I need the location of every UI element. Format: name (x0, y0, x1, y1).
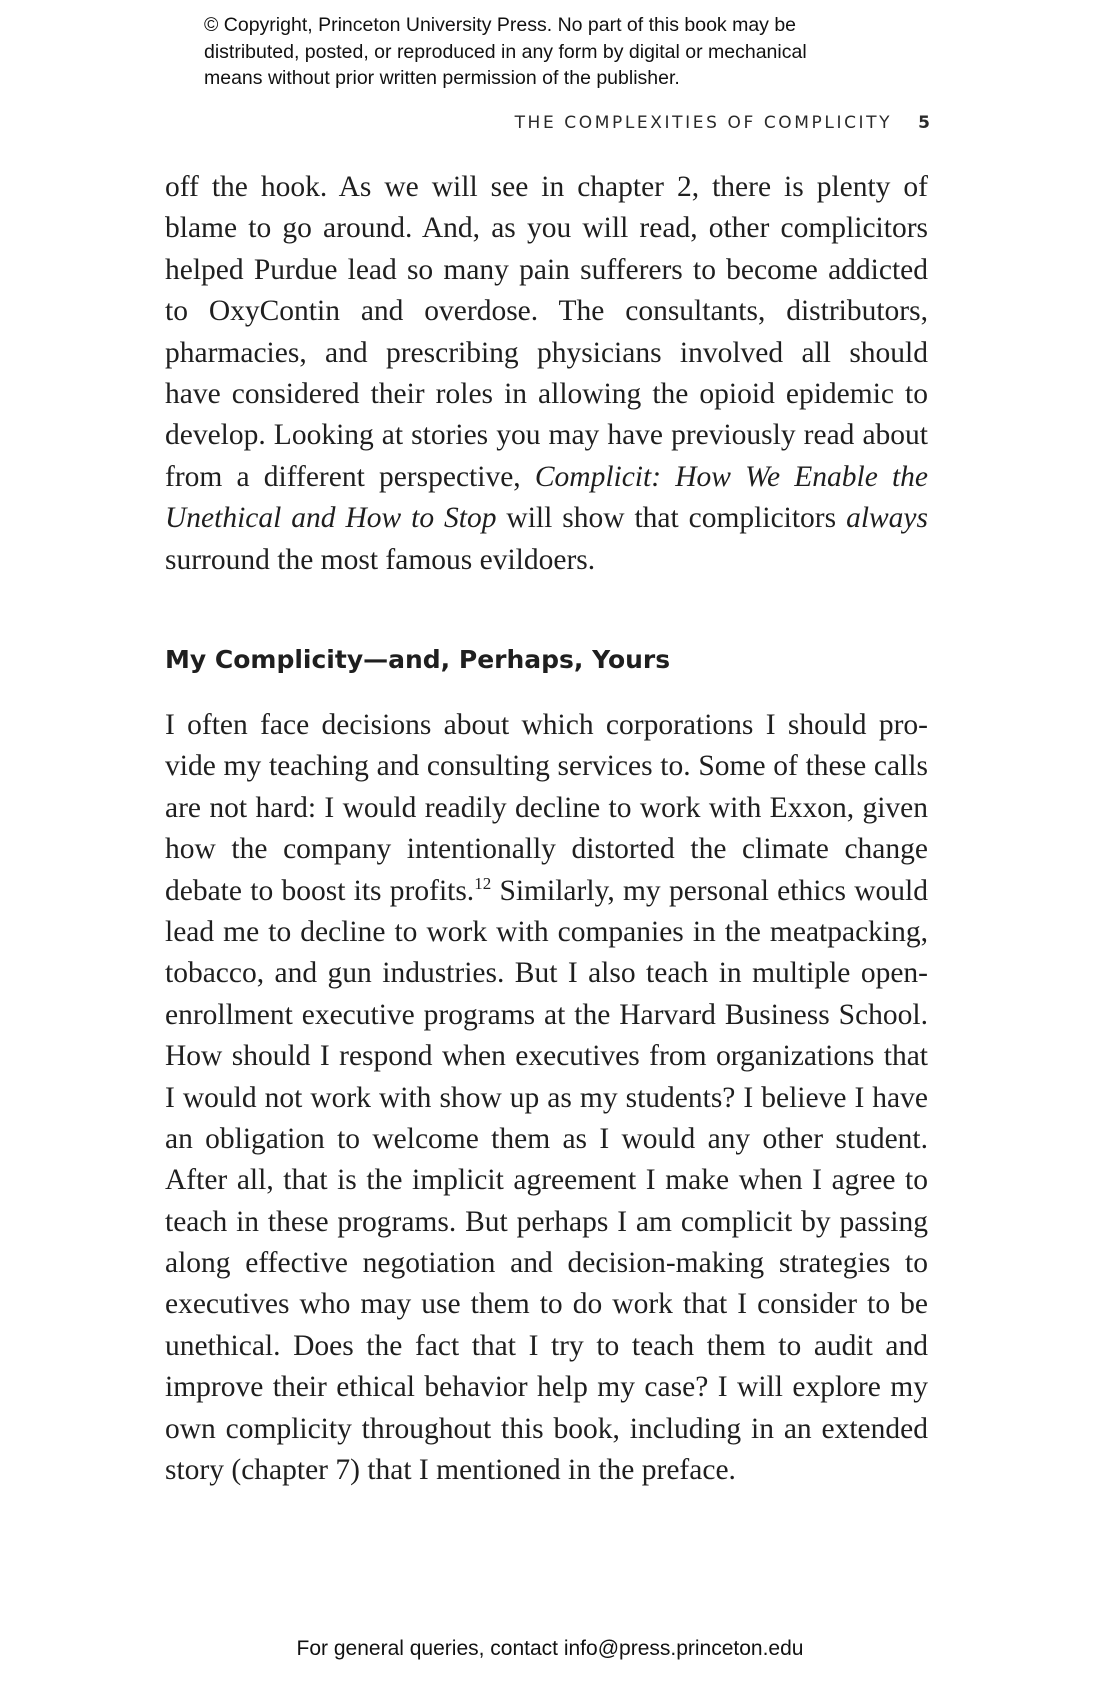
text-line: tobacco, and gun industries. But I also teach in multiple open- (165, 957, 928, 990)
text-line: have considered their roles in allowing the opioid epidemic to (165, 377, 928, 410)
text-line: After all, that is the implicit agreement I make when I agree to (165, 1164, 928, 1197)
text-line: develop. Looking at stories you may have previously read about (165, 419, 928, 452)
copyright-line: distributed, posted, or reproduced in any form by digital or mechanical (204, 40, 807, 63)
text-line: executives who may use them to do work that I consider to be (165, 1288, 928, 1321)
text-line (165, 457, 928, 498)
text-line: I often face decisions about which corporations I should pro- (165, 709, 928, 741)
copyright-line: means without prior written permission of the publisher. (204, 67, 680, 89)
text-line: improve their ethical behavior help my case? I will explore my (165, 1371, 928, 1404)
text-line: surround the most famous evildoers. (165, 543, 596, 576)
running-head-title: THE COMPLEXITIES OF COMPLICITY (514, 113, 893, 133)
text-line: I would not work with show up as my students? I believe I have (165, 1081, 928, 1114)
footer-contact: For general queries, contact info@press.princeton.edu (296, 1637, 804, 1660)
body-paragraph-2 (165, 705, 928, 1491)
emphasis-italic: always (846, 502, 929, 535)
text-line: unethical. Does the fact that I try to teach them to audit and (165, 1329, 928, 1362)
text-line: helped Purdue lead so many pain sufferers to become addicted (165, 253, 928, 286)
text-segment: from a different perspective, (165, 460, 535, 493)
text-line (165, 871, 928, 912)
page-number: 5 (918, 113, 930, 133)
text-line: pharmacies, and prescribing physicians involved all should (165, 336, 928, 369)
body-paragraph-1 (165, 167, 928, 581)
text-line: along effective negotiation and decision-making strategies to (165, 1247, 928, 1280)
text-line: teach in these programs. But perhaps I am complicit by passing (165, 1205, 928, 1238)
text-line: blame to go around. And, as you will read, other complicitors (165, 212, 928, 245)
copyright-notice (204, 12, 924, 92)
book-title-italic: Unethical and How to Stop (165, 502, 497, 535)
text-line: How should I respond when executives from organizations that (165, 1040, 928, 1073)
text-segment: Similarly, my personal ethics would (491, 874, 928, 907)
text-segment: debate to boost its profits. (165, 874, 475, 907)
section-heading: My Complicity—and, Perhaps, Yours (165, 645, 671, 674)
text-line: to OxyContin and overdose. The consultants, distributors, (165, 295, 928, 328)
text-line: story (chapter 7) that I mentioned in the preface. (165, 1454, 736, 1487)
footnote-reference: 12 (474, 873, 492, 893)
running-head (515, 113, 930, 133)
text-line: are not hard: I would readily decline to work with Exxon, given (165, 791, 928, 824)
text-segment: will show that complicitors (496, 502, 847, 535)
text-line: own complicity throughout this book, including in an extended (165, 1412, 928, 1445)
text-line: enrollment executive programs at the Harvard Business School. (165, 998, 928, 1031)
text-line: lead me to decline to work with companies in the meatpacking, (165, 915, 928, 948)
text-line: how the company intentionally distorted the climate change (165, 833, 928, 866)
copyright-line: © Copyright, Princeton University Press. No part of this book may be (204, 14, 797, 36)
text-line: vide my teaching and consulting services to. Some of these calls (165, 750, 928, 783)
book-title-italic: Complicit: How We Enable the (534, 460, 928, 493)
text-line: an obligation to welcome them as I would any other student. (165, 1122, 928, 1155)
text-line (165, 498, 928, 539)
text-line: off the hook. As we will see in chapter 2, there is plenty of (165, 171, 928, 203)
